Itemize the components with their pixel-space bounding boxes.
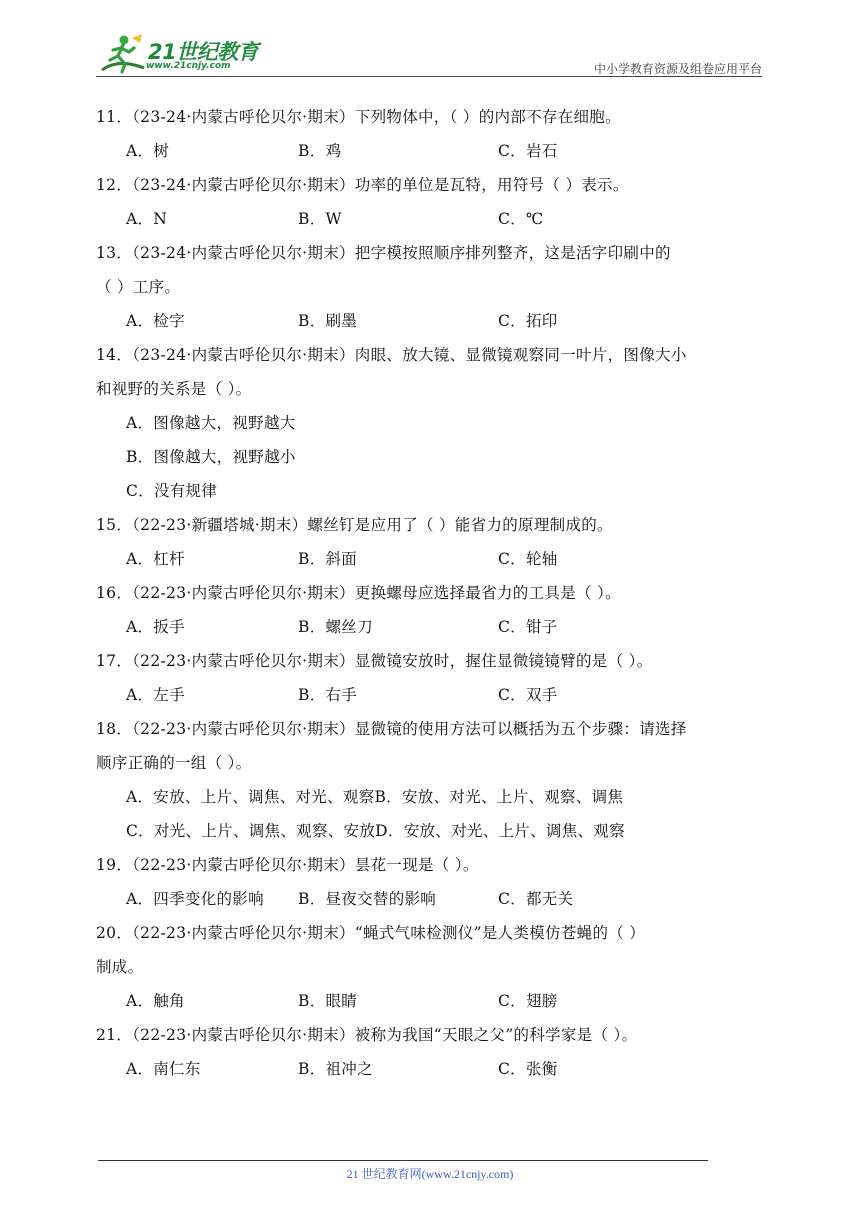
answer-option-c: C．翅膀: [498, 992, 558, 1010]
question-text: （ ）工序。: [96, 278, 181, 296]
answer-options-row: [96, 610, 766, 644]
question-text: 21．（22-23·内蒙古呼伦贝尔·期末）被称为我国“天眼之父”的科学家是（ ）。: [96, 1026, 638, 1044]
answer-option-a: A．N: [126, 210, 168, 228]
answer-option-b: B．祖冲之: [298, 1060, 373, 1078]
question-text: 20．（22-23·内蒙古呼伦贝尔·期末）“蝇式气味检测仪”是人类模仿苍蝇的（ ）: [96, 924, 646, 942]
header-tagline: 中小学教育资源及组卷应用平台: [593, 62, 762, 76]
answer-options-row: [96, 678, 766, 712]
question-text: 18．（22-23·内蒙古呼伦贝尔·期末）显微镜的使用方法可以概括为五个步骤：请选择: [96, 720, 687, 738]
answer-option-c: C．岩石: [498, 142, 558, 160]
answer-option-a: A．南仁东: [126, 1060, 201, 1078]
logo-url: www.21cnjy.com: [146, 61, 231, 71]
answer-option-b: B．昼夜交替的影响: [298, 890, 437, 908]
answer-option-c: C．拓印: [498, 312, 558, 330]
answer-option-a: A．四季变化的影响: [126, 890, 264, 908]
answer-option-b: B．右手: [298, 686, 358, 704]
answer-option-c: C．都无关: [498, 890, 574, 908]
question-text: 14．（23-24·内蒙古呼伦贝尔·期末）肉眼、放大镜、显微镜观察同一叶片，图像大小: [96, 346, 687, 364]
logo-text: 21世纪教育: [148, 40, 259, 64]
answer-option-a: A．左手: [126, 686, 185, 704]
answer-option: A．图像越大，视野越大: [126, 414, 296, 432]
answer-option-a: A．触角: [126, 992, 185, 1010]
question-text: 16．（22-23·内蒙古呼伦贝尔·期末）更换螺母应选择最省力的工具是（ ）。: [96, 584, 621, 602]
answer-option-b: B．鸡: [298, 142, 342, 160]
answer-option-b: B．刷墨: [298, 312, 358, 330]
question-text: 制成。: [96, 958, 144, 976]
answer-option-a: A．检字: [126, 312, 185, 330]
answer-option: C．没有规律: [126, 482, 218, 500]
question-text: 15．（22-23·新疆塔城·期末）螺丝钉是应用了（ ）能省力的原理制成的。: [96, 516, 613, 534]
answer-option-c: C．钳子: [498, 618, 558, 636]
site-logo[interactable]: [96, 34, 266, 76]
answer-options-row: [96, 202, 766, 236]
answer-option-c: C．轮轴: [498, 550, 558, 568]
question-text: 和视野的关系是（ ）。: [96, 380, 252, 398]
answer-option-a: A．树: [126, 142, 170, 160]
question-text: 12．（23-24·内蒙古呼伦贝尔·期末）功率的单位是瓦特，用符号（ ）表示。: [96, 176, 629, 194]
question-text: 13．（23-24·内蒙古呼伦贝尔·期末）把字模按照顺序排列整齐，这是活字印刷中的: [96, 244, 671, 262]
answer-option-c: C．张衡: [498, 1060, 558, 1078]
answer-option: B．图像越大，视野越小: [126, 448, 296, 466]
answer-option-c: C．双手: [498, 686, 558, 704]
page-header: [96, 34, 762, 76]
header-divider: [96, 76, 762, 77]
answer-options-row: [96, 134, 766, 168]
answer-option-b: B．斜面: [298, 550, 358, 568]
footer-divider: [98, 1160, 708, 1161]
answer-option-a: A．扳手: [126, 618, 185, 636]
footer-site-link[interactable]: 21 世纪教育网(www.21cnjy.com): [346, 1167, 514, 1181]
question-text: 11．（23-24·内蒙古呼伦贝尔·期末）下列物体中，（ ）的内部不存在细胞。: [96, 108, 621, 126]
answer-option-c: C．℃: [498, 210, 544, 228]
answer-option-b: B．W: [298, 210, 342, 228]
answer-option: C．对光、上片、调焦、观察、安放D．安放、对光、上片、调焦、观察: [126, 822, 625, 840]
question-list: [96, 100, 766, 1086]
question-text: 19．（22-23·内蒙古呼伦贝尔·期末）昙花一现是（ ）。: [96, 856, 479, 874]
answer-options-row: [96, 882, 766, 916]
answer-options-row: [96, 1052, 766, 1086]
answer-option-b: B．螺丝刀: [298, 618, 373, 636]
running-figure-icon: [96, 34, 148, 76]
answer-options-row: [96, 542, 766, 576]
answer-option-b: B．眼睛: [298, 992, 358, 1010]
answer-option: A．安放、上片、调焦、对光、观察B．安放、对光、上片、观察、调焦: [126, 788, 624, 806]
answer-option-a: A．杠杆: [126, 550, 185, 568]
answer-options-row: [96, 984, 766, 1018]
answer-options-row: [96, 304, 766, 338]
question-text: 17．（22-23·内蒙古呼伦贝尔·期末）显微镜安放时，握住显微镜镜臂的是（ ）。: [96, 652, 653, 670]
question-text: 顺序正确的一组（ ）。: [96, 754, 252, 772]
